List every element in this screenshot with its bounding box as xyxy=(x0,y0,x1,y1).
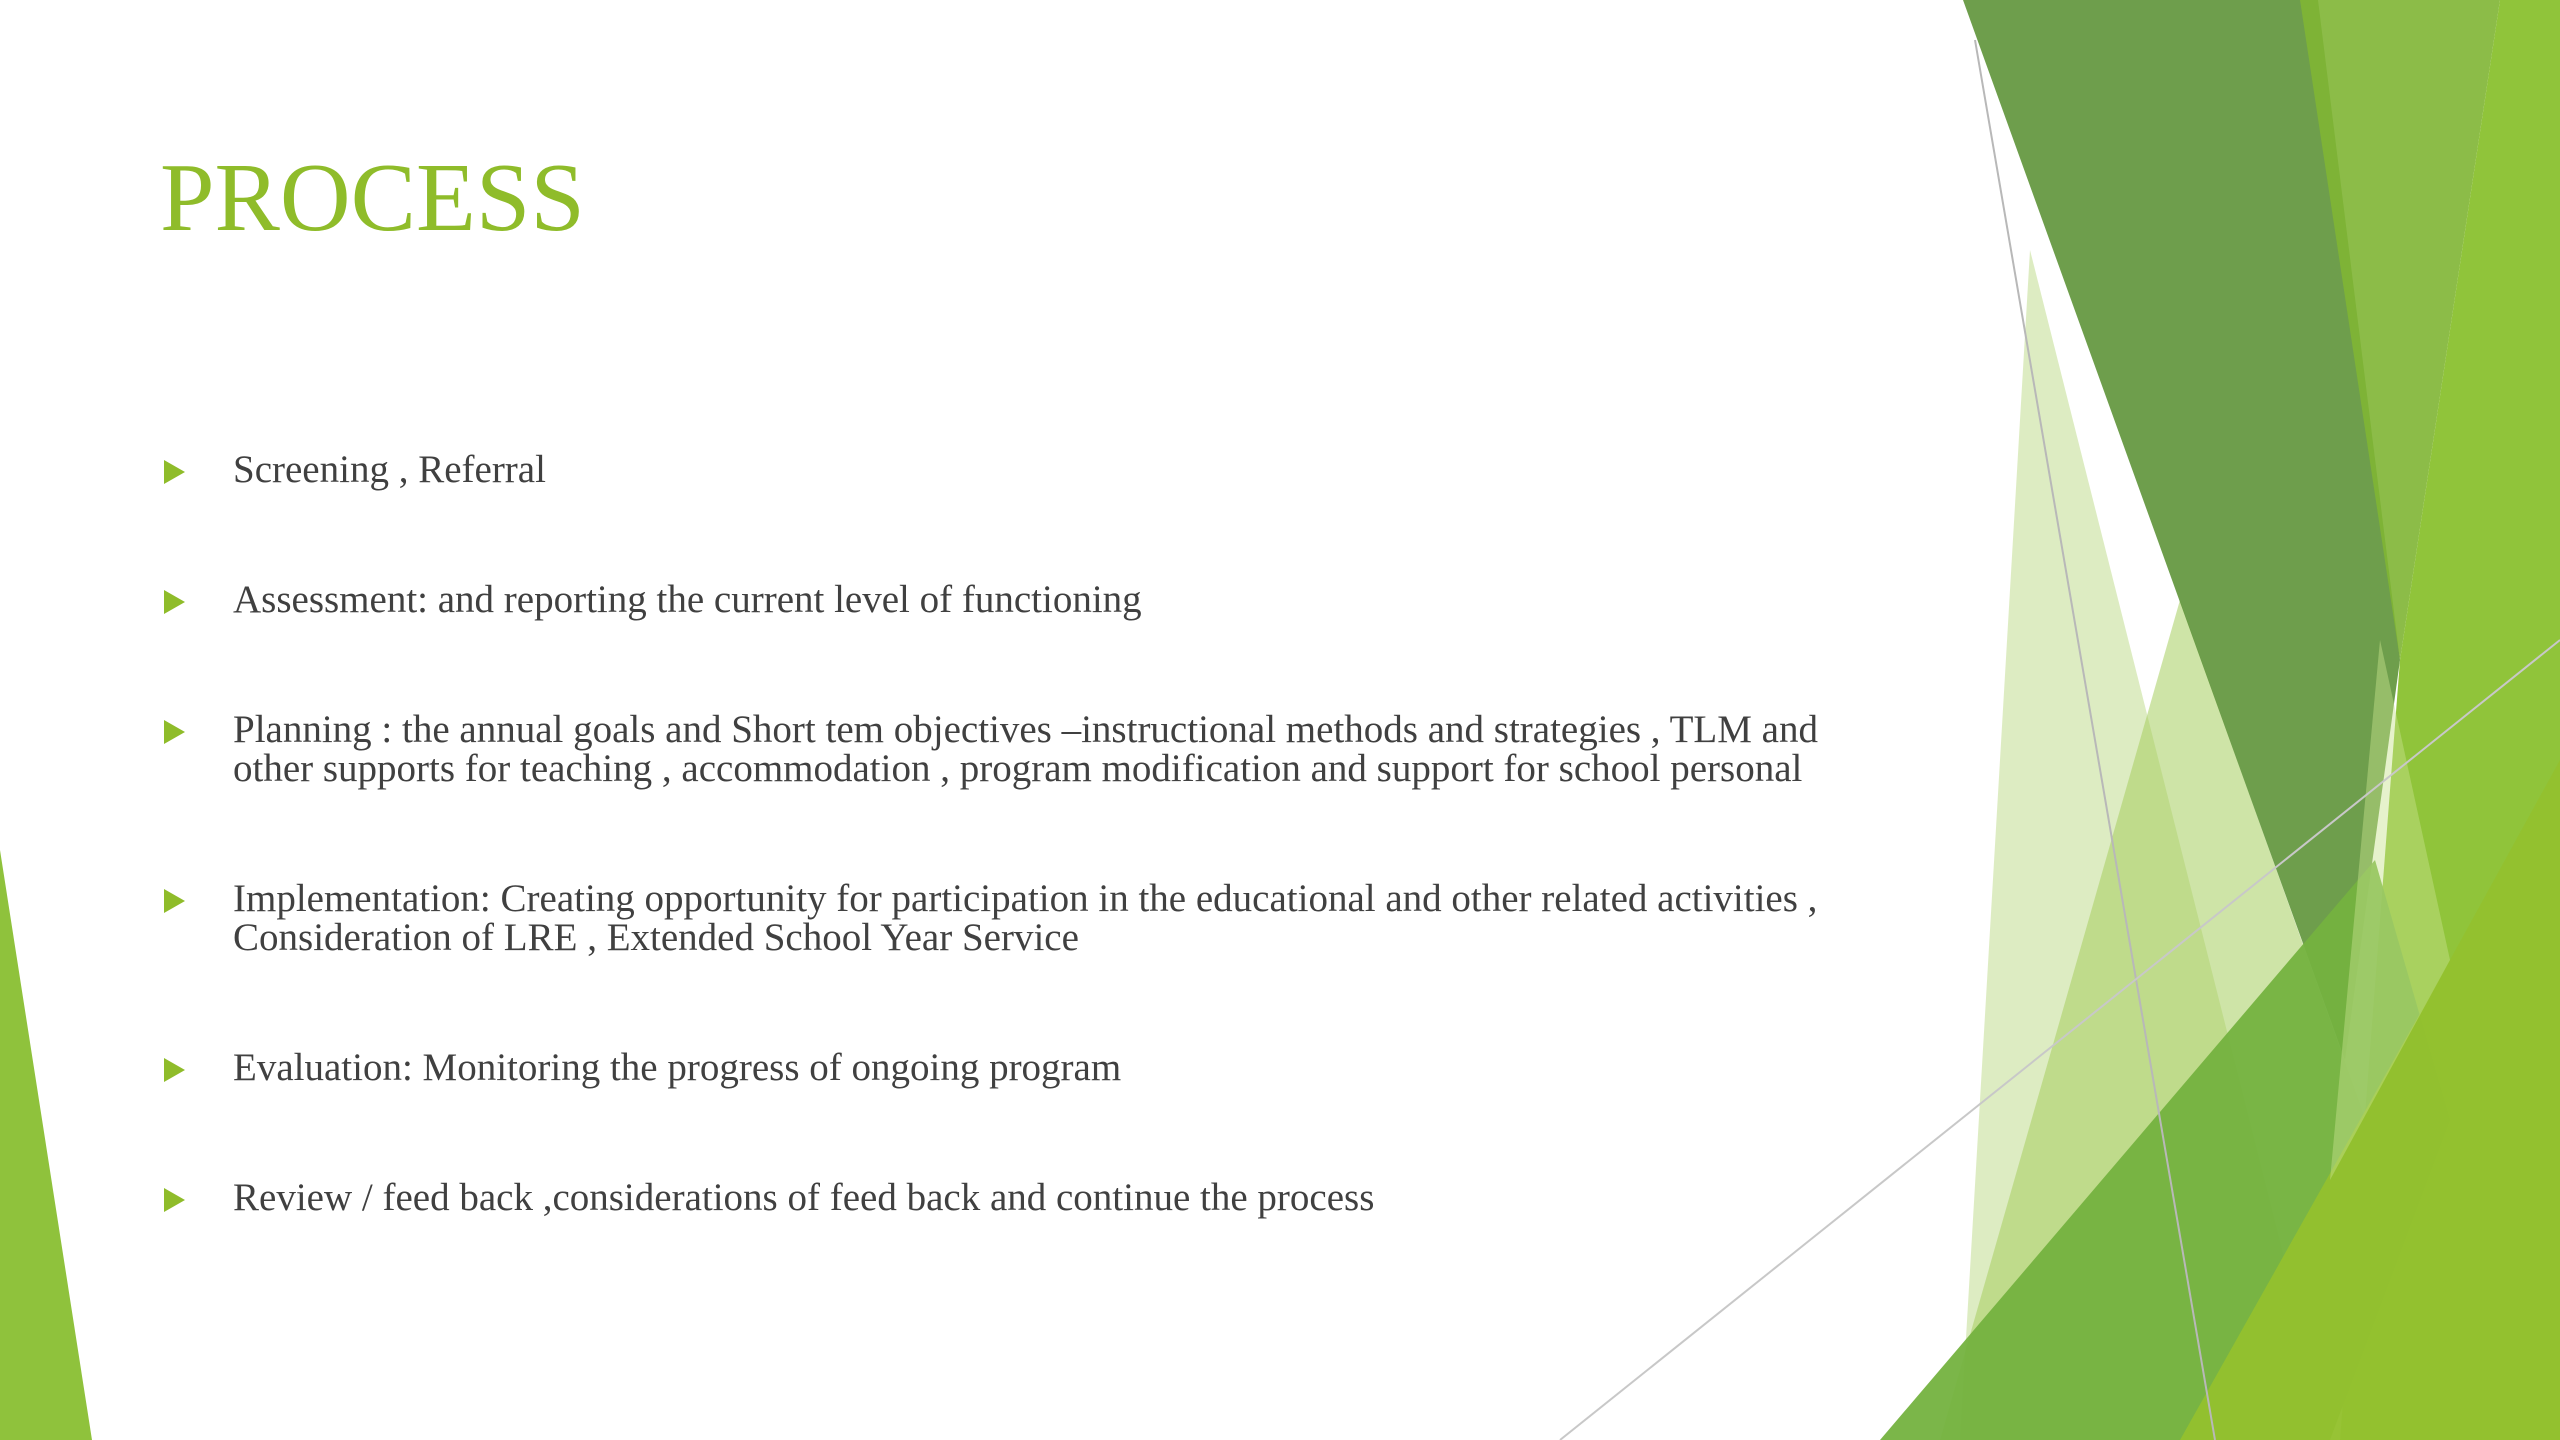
list-item xyxy=(160,450,1880,489)
bullet-text: Evaluation: Monitoring the progress of ongoing program xyxy=(233,1046,1122,1089)
bullet-text: Screening , Referral xyxy=(233,448,546,491)
list-item xyxy=(160,710,1880,788)
triangle-bullet-icon xyxy=(164,460,185,484)
bullet-text: Assessment: and reporting the current level of functioning xyxy=(233,578,1142,621)
list-item xyxy=(160,580,1880,619)
triangle-bullet-icon xyxy=(164,889,185,913)
left-edge-facet xyxy=(0,850,92,1440)
slide-title: PROCESS xyxy=(160,144,585,252)
triangle-bullet-icon xyxy=(164,1058,185,1082)
bullet-text: Review / feed back ,considerations of feed back and continue the process xyxy=(233,1176,1375,1219)
triangle-bullet-icon xyxy=(164,590,185,614)
list-item xyxy=(160,1048,1880,1087)
triangle-bullet-icon xyxy=(164,1188,185,1212)
bullet-text: Implementation: Creating opportunity for participation in the educational and other related activities , Consideration of LRE , Extended School Year Service xyxy=(233,877,1818,959)
bullet-list xyxy=(160,450,1880,1217)
triangle-bullet-icon xyxy=(164,720,185,744)
bullet-text: Planning : the annual goals and Short tem objectives –instructional methods and strategies , TLM and other supports for teaching , accommodation , program modification and support for school personal xyxy=(233,708,1818,790)
list-item xyxy=(160,879,1880,957)
list-item xyxy=(160,1178,1880,1217)
